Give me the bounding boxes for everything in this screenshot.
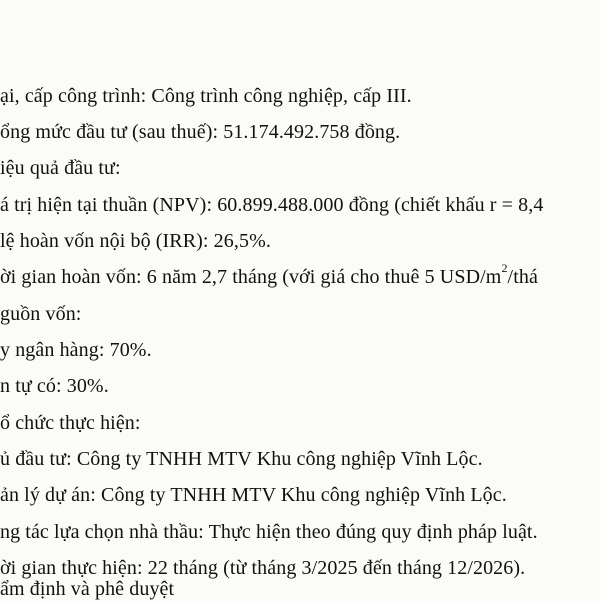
payback-text-end: /thá: [507, 266, 538, 288]
text-line-project-type: ại, cấp công trình: Công trình công nghiệp, cấp III.: [0, 85, 412, 107]
text-line-irr: lệ hoàn vốn nội bộ (IRR): 26,5%.: [0, 230, 271, 252]
text-line-total-investment: ổng mức đầu tư (sau thuế): 51.174.492.758 đồng.: [0, 121, 401, 143]
text-line-bank-loan: y ngân hàng: 70%.: [0, 339, 152, 361]
partial-bottom-line: [0, 578, 600, 600]
text-line-own-capital: n tự có: 30%.: [0, 375, 109, 397]
text-line-organization: ổ chức thực hiện:: [0, 412, 141, 434]
text-line-investment-efficiency: iệu quả đầu tư:: [0, 157, 121, 179]
text-line-project-manager: ản lý dự án: Công ty TNHH MTV Khu công nghiệp Vĩnh Lộc.: [0, 484, 507, 506]
text-line-implementation-time: ời gian thực hiện: 22 tháng (từ tháng 3/2025 đến tháng 12/2026).: [0, 557, 526, 579]
text-line-investor: ủ đầu tư: Công ty TNHH MTV Khu công nghiệp Vĩnh Lộc.: [0, 448, 483, 470]
text-line-npv: á trị hiện tại thuần (NPV): 60.899.488.000 đồng (chiết khấu r = 8,4: [0, 194, 544, 216]
text-line-contractor-selection: ng tác lựa chọn nhà thầu: Thực hiện theo đúng quy định pháp luật.: [0, 521, 538, 543]
superscript-2: 2: [501, 261, 508, 276]
text-line-partial: ẩm định và phê duyệt: [0, 578, 175, 600]
text-line-payback: [0, 261, 538, 289]
payback-text: ời gian hoàn vốn: 6 năm 2,7 tháng (với giá cho thuê 5 USD/m: [0, 266, 502, 288]
text-line-funding: guồn vốn:: [0, 303, 82, 325]
